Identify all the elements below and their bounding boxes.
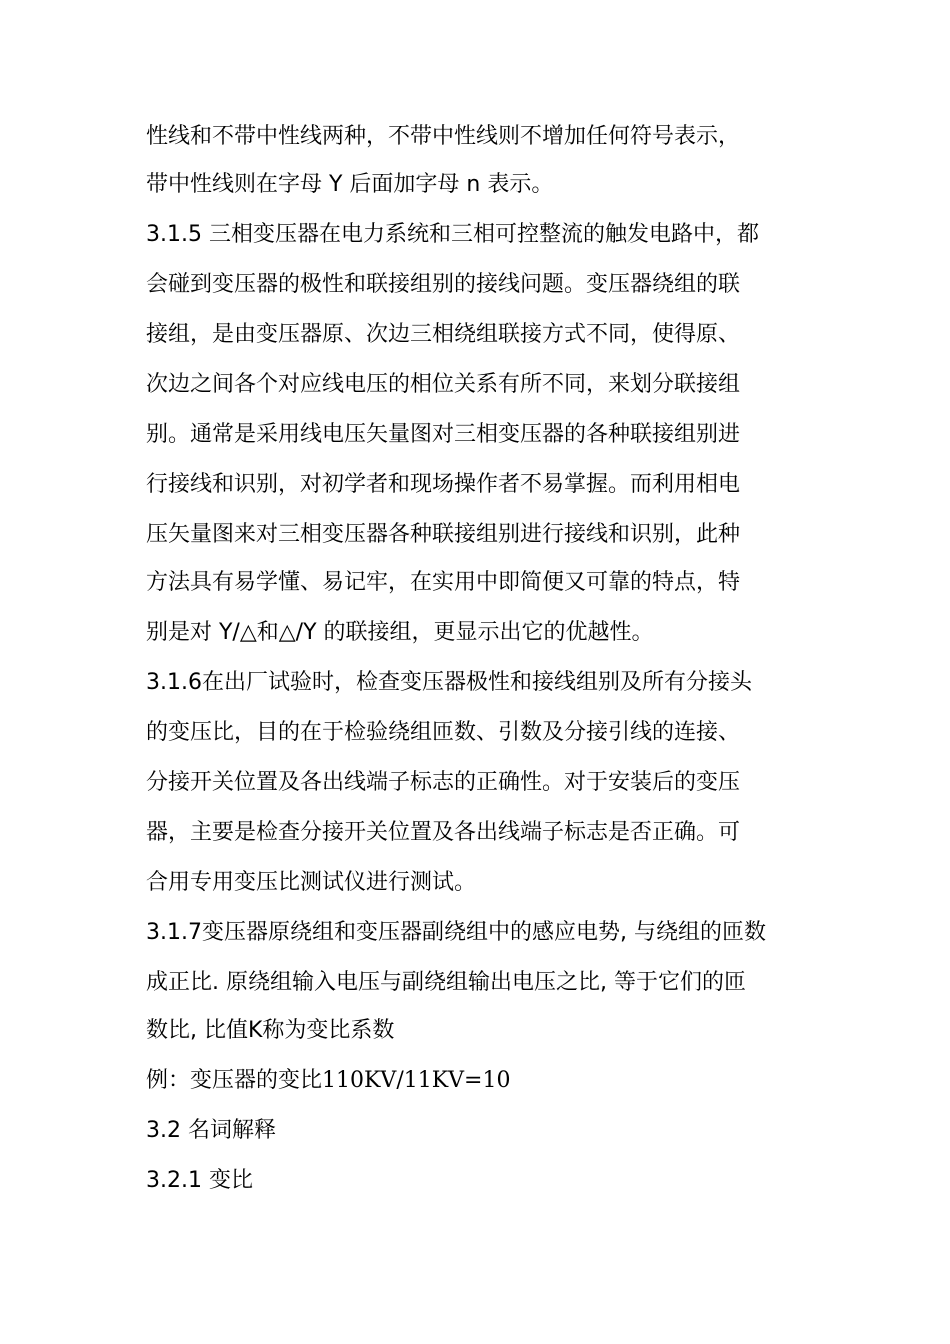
text-line: 合用专用变压比测试仪进行测试。 <box>146 870 477 895</box>
text-line: 压矢量图来对三相变压器各种联接组别进行接线和识别，此种 <box>146 522 741 547</box>
text-line: 别是对 Y/△和△/Y 的联接组，更显示出它的优越性。 <box>146 620 654 645</box>
section-3-1-6-heading-line: 3.1.6在出厂试验时，检查变压器极性和接线组别及所有分接头 <box>146 670 752 695</box>
text-line: 数比, 比值K称为变比系数 <box>146 1018 395 1043</box>
example-line: 例：变压器的变比110KV/11KV=10 <box>146 1068 511 1093</box>
text-line: 带中性线则在字母 Y 后面加字母 n 表示。 <box>146 172 554 197</box>
section-3-2-heading: 3.2 名词解释 <box>146 1118 276 1143</box>
text-line: 别。通常是采用线电压矢量图对三相变压器的各种联接组别进 <box>146 422 741 447</box>
section-3-2-1-heading: 3.2.1 变比 <box>146 1168 253 1193</box>
text-line: 接组，是由变压器原、次边三相绕组联接方式不同，使得原、 <box>146 322 741 347</box>
text-line: 次边之间各个对应线电压的相位关系有所不同，来划分联接组 <box>146 372 741 397</box>
text-line: 性线和不带中性线两种，不带中性线则不增加任何符号表示， <box>146 124 741 149</box>
text-line: 器，主要是检查分接开关位置及各出线端子标志是否正确。可 <box>146 820 741 845</box>
section-3-1-5-heading-line: 3.1.5 三相变压器在电力系统和三相可控整流的触发电路中，都 <box>146 222 759 247</box>
text-line: 分接开关位置及各出线端子标志的正确性。对于安装后的变压 <box>146 770 741 795</box>
text-line: 行接线和识别，对初学者和现场操作者不易掌握。而利用相电 <box>146 472 741 497</box>
text-line: 方法具有易学懂、易记牢，在实用中即简便又可靠的特点，特 <box>146 570 741 595</box>
section-3-1-7-heading-line: 3.1.7变压器原绕组和变压器副绕组中的感应电势, 与绕组的匝数 <box>146 920 766 945</box>
text-line: 的变压比，目的在于检验绕组匝数、引数及分接引线的连接、 <box>146 720 741 745</box>
text-line: 成正比. 原绕组输入电压与副绕组输出电压之比, 等于它们的匝 <box>146 970 746 995</box>
text-line: 会碰到变压器的极性和联接组别的接线问题。变压器绕组的联 <box>146 272 741 297</box>
